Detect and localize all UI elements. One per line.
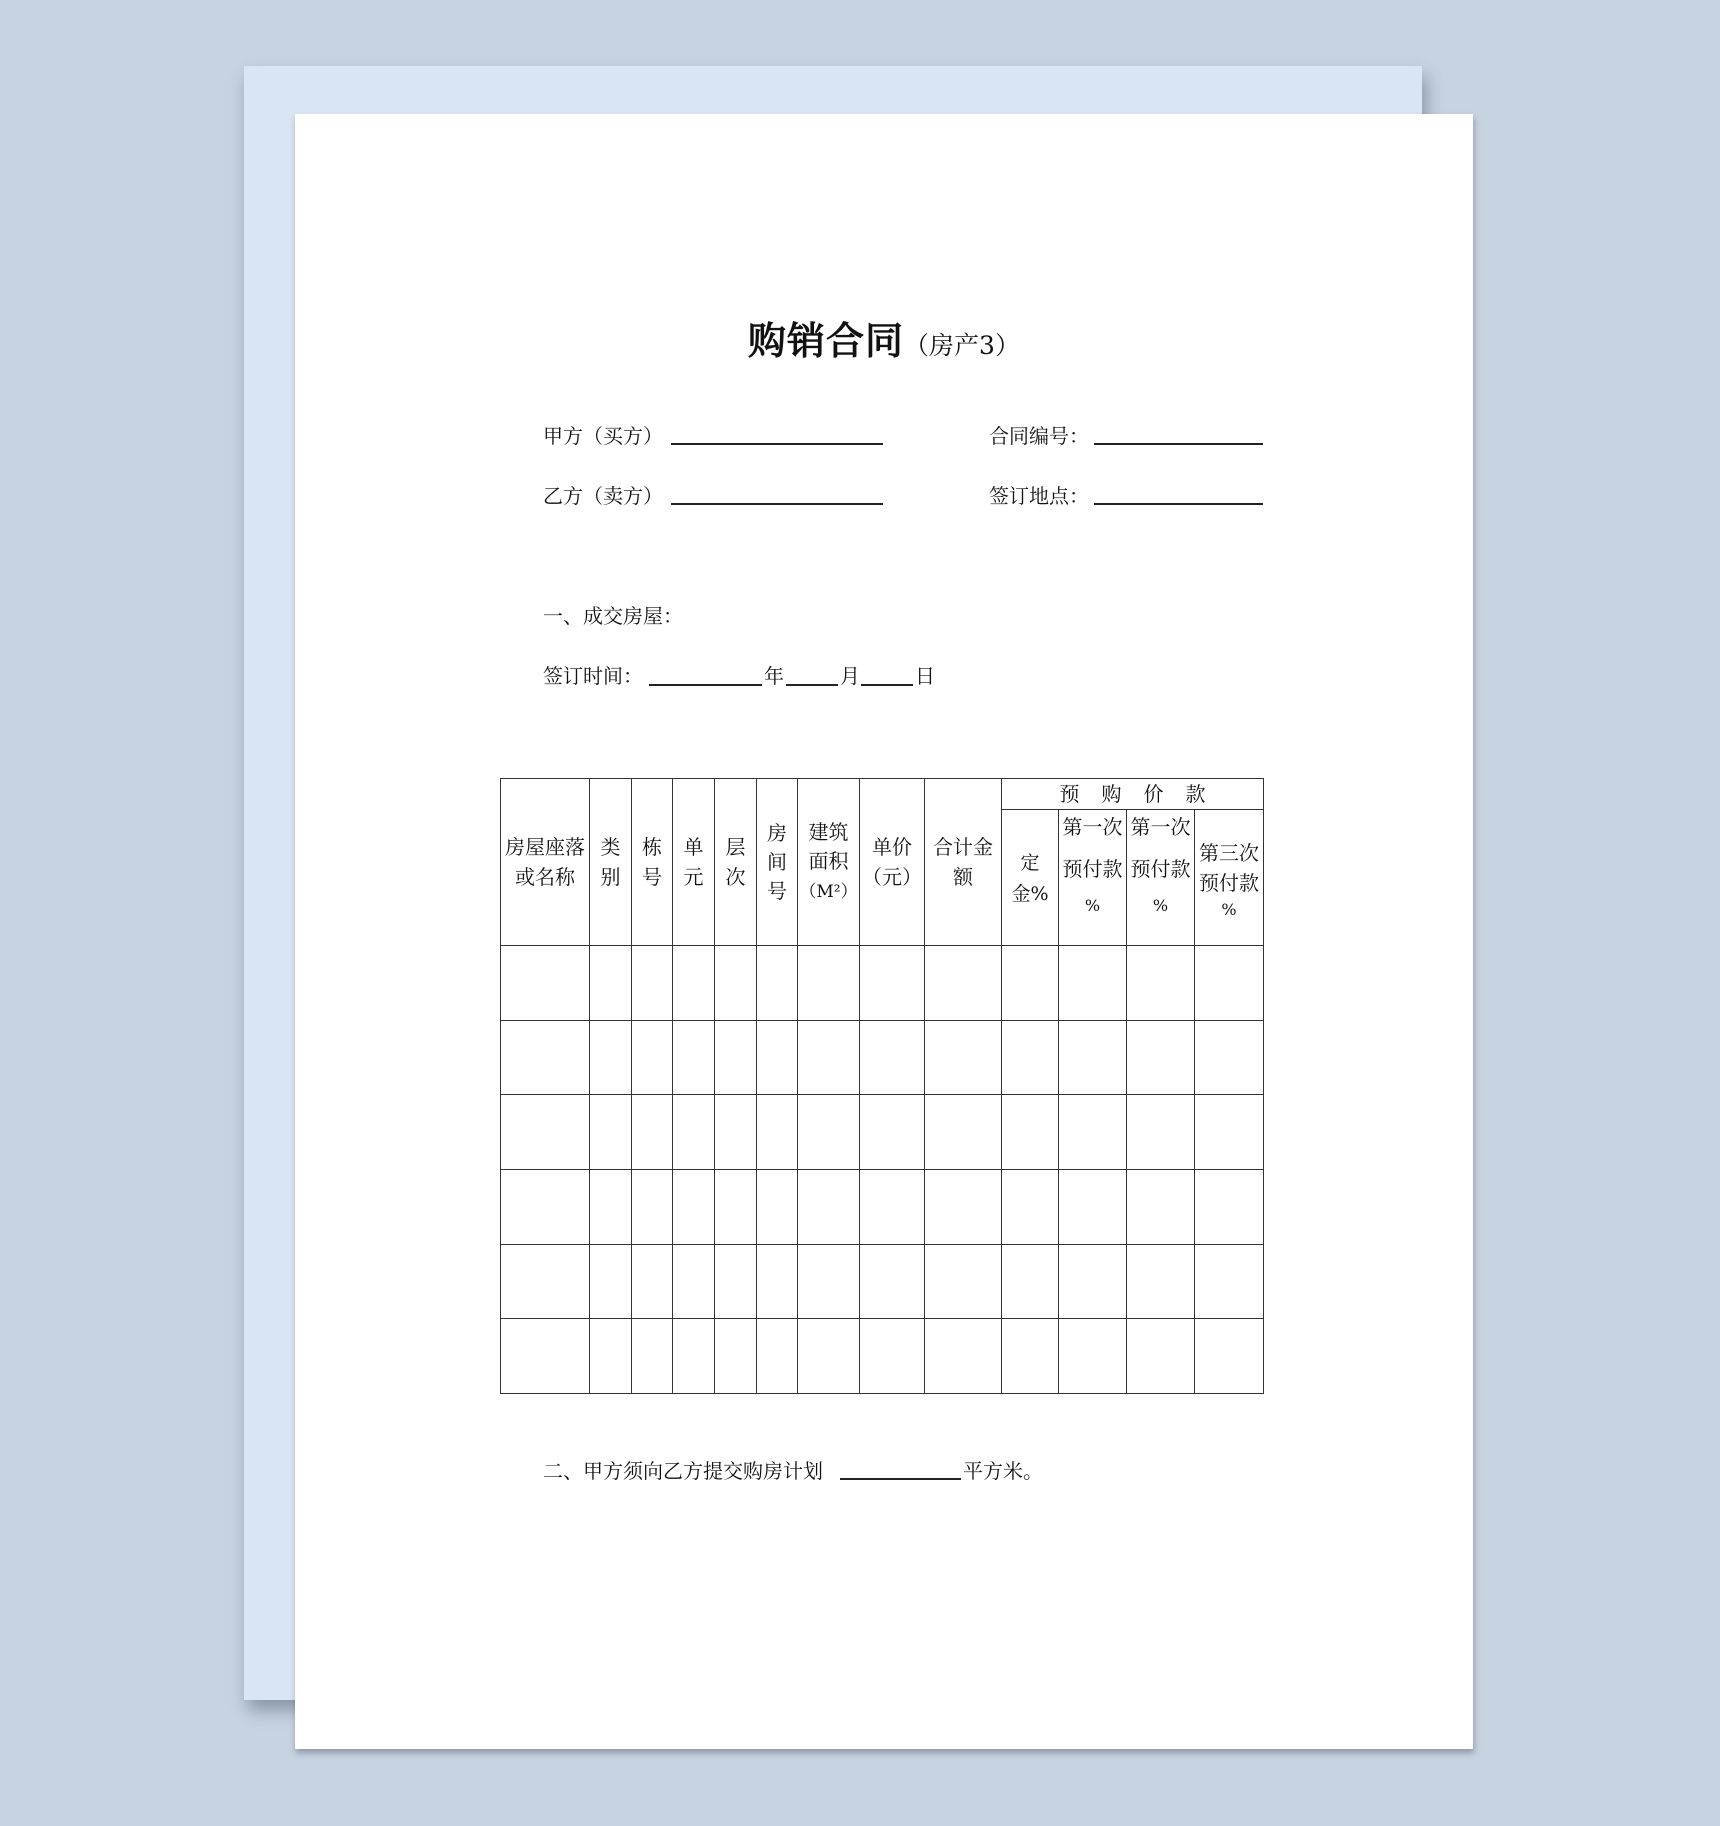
group-header-prepayment: 预购价款 — [1002, 779, 1264, 810]
col-header-room: 房 间 号 — [757, 779, 798, 946]
table-cell[interactable] — [798, 1095, 860, 1170]
table-cell[interactable] — [632, 1020, 673, 1095]
purchase-area-field[interactable] — [840, 1478, 961, 1480]
table-cell[interactable] — [1195, 1095, 1264, 1170]
table-cell[interactable] — [501, 1319, 590, 1394]
table-cell[interactable] — [798, 1170, 860, 1245]
table-cell[interactable] — [757, 1095, 798, 1170]
sign-place-label: 签订地点： — [989, 484, 1089, 508]
day-label: 日 — [915, 664, 935, 688]
table-cell[interactable] — [1127, 1319, 1195, 1394]
table-cell[interactable] — [632, 1095, 673, 1170]
table-cell[interactable] — [798, 1319, 860, 1394]
table-cell[interactable] — [757, 1319, 798, 1394]
house-table — [500, 778, 1264, 1394]
col-header-floor: 层 次 — [715, 779, 757, 946]
col-header-total: 合计金 额 — [925, 779, 1002, 946]
table-cell[interactable] — [673, 946, 715, 1021]
table-cell[interactable] — [1002, 1020, 1059, 1095]
table-cell[interactable] — [1059, 946, 1127, 1021]
table-cell[interactable] — [632, 946, 673, 1021]
table-cell[interactable] — [1002, 1244, 1059, 1319]
table-cell[interactable] — [590, 1020, 632, 1095]
party-a-field[interactable] — [671, 443, 883, 445]
table-cell[interactable] — [715, 946, 757, 1021]
col-header-deposit: 定金% — [1002, 810, 1059, 946]
table-cell[interactable] — [1002, 946, 1059, 1021]
col-header-second-payment: 第一次 预付款 % — [1127, 810, 1195, 946]
table-cell[interactable] — [1002, 1095, 1059, 1170]
table-cell[interactable] — [715, 1020, 757, 1095]
section1-heading: 一、成交房屋： — [543, 604, 683, 628]
table-row — [501, 1244, 1264, 1319]
table-cell[interactable] — [1059, 1244, 1127, 1319]
table-cell[interactable] — [1127, 1244, 1195, 1319]
title-subtitle: （房产3） — [904, 331, 1020, 360]
title-main: 购销合同 — [748, 319, 905, 363]
table-cell[interactable] — [1127, 1170, 1195, 1245]
year-label: 年 — [764, 664, 784, 688]
contract-no-field[interactable] — [1094, 443, 1263, 445]
contract-no-label: 合同编号： — [989, 424, 1089, 448]
table-cell[interactable] — [673, 1319, 715, 1394]
table-cell[interactable] — [590, 946, 632, 1021]
table-row — [501, 1170, 1264, 1245]
table-cell[interactable] — [715, 1095, 757, 1170]
table-cell[interactable] — [590, 1170, 632, 1245]
table-cell[interactable] — [1195, 1170, 1264, 1245]
party-b-field[interactable] — [671, 503, 883, 505]
table-cell[interactable] — [1059, 1095, 1127, 1170]
table-cell[interactable] — [1127, 1095, 1195, 1170]
sign-place-field[interactable] — [1094, 503, 1263, 505]
table-cell[interactable] — [860, 1020, 925, 1095]
table-row — [501, 946, 1264, 1021]
col-header-third-payment: 第三次 预付款 % — [1195, 810, 1264, 946]
table-cell[interactable] — [1195, 1244, 1264, 1319]
table-row — [501, 1020, 1264, 1095]
table-cell[interactable] — [632, 1319, 673, 1394]
table-cell[interactable] — [1195, 1319, 1264, 1394]
table-cell[interactable] — [1059, 1319, 1127, 1394]
table-cell[interactable] — [860, 1244, 925, 1319]
col-header-building: 栋 号 — [632, 779, 673, 946]
table-cell[interactable] — [860, 1170, 925, 1245]
table-cell[interactable] — [1059, 1020, 1127, 1095]
table-cell[interactable] — [715, 1170, 757, 1245]
col-header-unit-price: 单价 （元） — [860, 779, 925, 946]
table-cell[interactable] — [715, 1319, 757, 1394]
table-cell[interactable] — [798, 1244, 860, 1319]
table-cell[interactable] — [673, 1095, 715, 1170]
table-cell[interactable] — [798, 1020, 860, 1095]
section2-unit: 平方米。 — [963, 1459, 1043, 1483]
table-cell[interactable] — [925, 946, 1002, 1021]
table-row — [501, 1319, 1264, 1394]
table-cell[interactable] — [925, 1319, 1002, 1394]
table-cell[interactable] — [1127, 1020, 1195, 1095]
party-b-label: 乙方（卖方） — [543, 484, 663, 508]
table-cell[interactable] — [501, 1170, 590, 1245]
table-cell[interactable] — [1195, 946, 1264, 1021]
col-header-type: 类 别 — [590, 779, 632, 946]
table-cell[interactable] — [757, 946, 798, 1021]
table-cell[interactable] — [925, 1095, 1002, 1170]
table-cell[interactable] — [860, 946, 925, 1021]
party-a-label: 甲方（买方） — [543, 424, 663, 448]
table-cell[interactable] — [1002, 1170, 1059, 1245]
table-cell[interactable] — [632, 1170, 673, 1245]
table-cell[interactable] — [501, 1020, 590, 1095]
table-cell[interactable] — [673, 1244, 715, 1319]
col-header-area: 建筑 面积 （M²） — [798, 779, 860, 946]
document-title — [295, 310, 1473, 365]
table-cell[interactable] — [590, 1319, 632, 1394]
col-header-unit: 单 元 — [673, 779, 715, 946]
document-page — [295, 114, 1473, 1749]
table-cell[interactable] — [673, 1170, 715, 1245]
month-label: 月 — [840, 664, 860, 688]
table-cell[interactable] — [925, 1170, 1002, 1245]
table-cell[interactable] — [1002, 1319, 1059, 1394]
table-cell[interactable] — [501, 1244, 590, 1319]
table-cell[interactable] — [632, 1244, 673, 1319]
table-cell[interactable] — [501, 1095, 590, 1170]
table-cell[interactable] — [590, 1095, 632, 1170]
table-cell[interactable] — [757, 1020, 798, 1095]
table-cell[interactable] — [860, 1319, 925, 1394]
table-cell[interactable] — [925, 1020, 1002, 1095]
table-cell[interactable] — [673, 1020, 715, 1095]
col-header-first-payment: 第一次 预付款 % — [1059, 810, 1127, 946]
table-cell[interactable] — [757, 1244, 798, 1319]
table-cell[interactable] — [860, 1095, 925, 1170]
table-cell[interactable] — [1195, 1020, 1264, 1095]
table-cell[interactable] — [1127, 946, 1195, 1021]
table-cell[interactable] — [501, 946, 590, 1021]
sign-month-field[interactable] — [786, 684, 838, 686]
sign-time-label: 签订时间： — [543, 664, 643, 688]
section2-text: 二、甲方须向乙方提交购房计划 — [543, 1459, 823, 1483]
sign-day-field[interactable] — [861, 684, 913, 686]
table-cell[interactable] — [757, 1170, 798, 1245]
table-cell[interactable] — [925, 1244, 1002, 1319]
table-row — [501, 1095, 1264, 1170]
sign-year-field[interactable] — [649, 684, 762, 686]
table-cell[interactable] — [1059, 1170, 1127, 1245]
table-cell[interactable] — [798, 946, 860, 1021]
table-cell[interactable] — [590, 1244, 632, 1319]
table-cell[interactable] — [715, 1244, 757, 1319]
col-header-location: 房屋座落 或名称 — [501, 779, 590, 946]
